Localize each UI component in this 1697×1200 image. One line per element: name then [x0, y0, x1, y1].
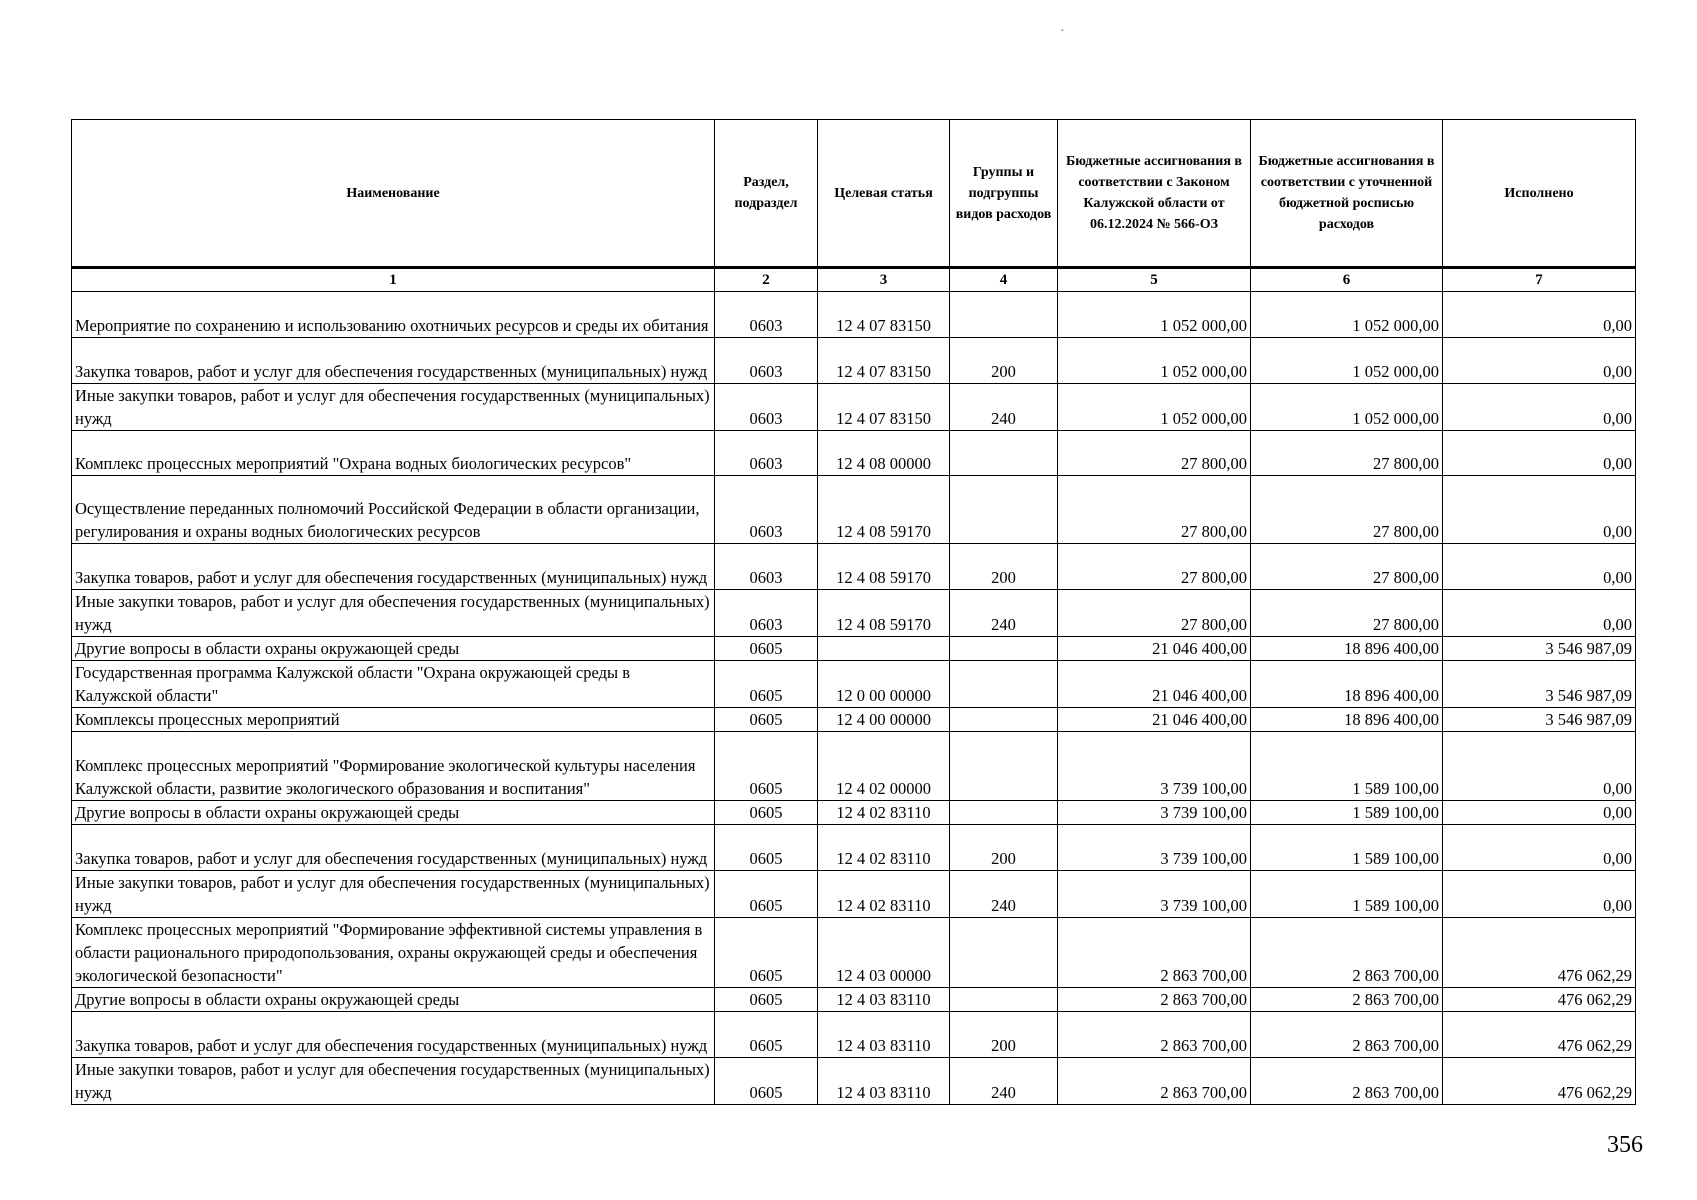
table-row	[72, 1058, 1636, 1105]
row-section-code: 0605	[715, 708, 818, 732]
column-number: 3	[818, 268, 950, 292]
row-executed: 0,00	[1443, 431, 1636, 476]
row-expense-group	[950, 988, 1058, 1012]
row-expense-group	[950, 801, 1058, 825]
column-header-target-article: Целевая статья	[818, 120, 950, 268]
row-revised-allocation: 27 800,00	[1251, 431, 1443, 476]
row-revised-allocation: 1 052 000,00	[1251, 338, 1443, 384]
table-body	[72, 292, 1636, 1105]
row-executed: 476 062,29	[1443, 988, 1636, 1012]
column-number: 5	[1058, 268, 1251, 292]
row-expense-group: 200	[950, 1012, 1058, 1058]
row-target-article: 12 4 02 00000	[818, 732, 950, 801]
row-law-allocation: 3 739 100,00	[1058, 825, 1251, 871]
row-target-article: 12 4 02 83110	[818, 825, 950, 871]
row-section-code: 0603	[715, 590, 818, 637]
page-number: 356	[1607, 1132, 1643, 1158]
row-revised-allocation: 1 589 100,00	[1251, 825, 1443, 871]
row-section-code: 0603	[715, 384, 818, 431]
row-revised-allocation: 1 052 000,00	[1251, 292, 1443, 338]
row-section-code: 0605	[715, 801, 818, 825]
row-revised-allocation: 18 896 400,00	[1251, 708, 1443, 732]
row-target-article: 12 4 08 00000	[818, 431, 950, 476]
row-revised-allocation: 1 589 100,00	[1251, 732, 1443, 801]
row-name: Осуществление переданных полномочий Российской Федерации в области организации, регулирования и охраны водных биологических ресурсов	[72, 476, 715, 544]
row-target-article: 12 4 03 83110	[818, 1012, 950, 1058]
row-law-allocation: 27 800,00	[1058, 544, 1251, 590]
row-law-allocation: 2 863 700,00	[1058, 1012, 1251, 1058]
row-revised-allocation: 2 863 700,00	[1251, 1012, 1443, 1058]
row-expense-group	[950, 918, 1058, 988]
row-executed: 0,00	[1443, 292, 1636, 338]
row-section-code: 0603	[715, 292, 818, 338]
column-number: 6	[1251, 268, 1443, 292]
row-revised-allocation: 27 800,00	[1251, 590, 1443, 637]
row-expense-group: 200	[950, 825, 1058, 871]
row-section-code: 0605	[715, 918, 818, 988]
row-name: Иные закупки товаров, работ и услуг для обеспечения государственных (муниципальных) нужд	[72, 871, 715, 918]
column-number: 7	[1443, 268, 1636, 292]
row-law-allocation: 21 046 400,00	[1058, 637, 1251, 661]
table-row	[72, 918, 1636, 988]
row-name: Комплекс процессных мероприятий "Охрана водных биологических ресурсов"	[72, 431, 715, 476]
row-law-allocation: 1 052 000,00	[1058, 338, 1251, 384]
row-target-article: 12 0 00 00000	[818, 661, 950, 708]
row-executed: 476 062,29	[1443, 1058, 1636, 1105]
row-law-allocation: 27 800,00	[1058, 431, 1251, 476]
row-section-code: 0603	[715, 544, 818, 590]
row-name: Закупка товаров, работ и услуг для обеспечения государственных (муниципальных) нужд	[72, 1012, 715, 1058]
row-section-code: 0605	[715, 637, 818, 661]
row-name: Другие вопросы в области охраны окружающей среды	[72, 637, 715, 661]
row-revised-allocation: 1 052 000,00	[1251, 384, 1443, 431]
row-law-allocation: 27 800,00	[1058, 476, 1251, 544]
table-row	[72, 590, 1636, 637]
row-name: Закупка товаров, работ и услуг для обеспечения государственных (муниципальных) нужд	[72, 544, 715, 590]
row-section-code: 0605	[715, 1012, 818, 1058]
table-row	[72, 637, 1636, 661]
row-expense-group: 200	[950, 544, 1058, 590]
table-row	[72, 708, 1636, 732]
table-row	[72, 338, 1636, 384]
column-number: 1	[72, 268, 715, 292]
row-law-allocation: 1 052 000,00	[1058, 384, 1251, 431]
row-section-code: 0605	[715, 732, 818, 801]
row-law-allocation: 2 863 700,00	[1058, 918, 1251, 988]
row-name: Иные закупки товаров, работ и услуг для обеспечения государственных (муниципальных) нужд	[72, 590, 715, 637]
row-revised-allocation: 18 896 400,00	[1251, 637, 1443, 661]
row-executed: 476 062,29	[1443, 1012, 1636, 1058]
row-name: Закупка товаров, работ и услуг для обеспечения государственных (муниципальных) нужд	[72, 825, 715, 871]
row-law-allocation: 3 739 100,00	[1058, 732, 1251, 801]
row-executed: 0,00	[1443, 732, 1636, 801]
row-name: Иные закупки товаров, работ и услуг для обеспечения государственных (муниципальных) нужд	[72, 384, 715, 431]
row-target-article: 12 4 03 83110	[818, 1058, 950, 1105]
row-section-code: 0603	[715, 476, 818, 544]
table-row	[72, 431, 1636, 476]
row-section-code: 0605	[715, 825, 818, 871]
row-executed: 0,00	[1443, 476, 1636, 544]
row-name: Комплекс процессных мероприятий "Формирование эффективной системы управления в области рационального природопользования, охраны окружающей среды и обеспечения экологической безопасности"	[72, 918, 715, 988]
table-row	[72, 732, 1636, 801]
row-name: Государственная программа Калужской области "Охрана окружающей среды в Калужской области"	[72, 661, 715, 708]
row-name: Мероприятие по сохранению и использованию охотничьих ресурсов и среды их обитания	[72, 292, 715, 338]
row-revised-allocation: 27 800,00	[1251, 544, 1443, 590]
table-row	[72, 801, 1636, 825]
row-target-article: 12 4 03 00000	[818, 918, 950, 988]
table-row	[72, 1012, 1636, 1058]
row-target-article: 12 4 02 83110	[818, 871, 950, 918]
scan-speck: ·	[1060, 24, 1065, 39]
row-revised-allocation: 1 589 100,00	[1251, 871, 1443, 918]
row-expense-group: 240	[950, 871, 1058, 918]
table-header-row	[72, 120, 1636, 268]
row-revised-allocation: 27 800,00	[1251, 476, 1443, 544]
row-expense-group: 200	[950, 338, 1058, 384]
row-section-code: 0605	[715, 661, 818, 708]
row-target-article: 12 4 00 00000	[818, 708, 950, 732]
row-revised-allocation: 1 589 100,00	[1251, 801, 1443, 825]
row-expense-group: 240	[950, 384, 1058, 431]
row-target-article: 12 4 08 59170	[818, 544, 950, 590]
row-law-allocation: 2 863 700,00	[1058, 1058, 1251, 1105]
row-name: Комплекс процессных мероприятий "Формирование экологической культуры населения Калужской области, развитие экологического образования и воспитания"	[72, 732, 715, 801]
row-section-code: 0605	[715, 871, 818, 918]
row-target-article: 12 4 07 83150	[818, 292, 950, 338]
row-expense-group: 240	[950, 1058, 1058, 1105]
row-law-allocation: 21 046 400,00	[1058, 708, 1251, 732]
row-target-article: 12 4 07 83150	[818, 338, 950, 384]
row-executed: 0,00	[1443, 871, 1636, 918]
table-row	[72, 661, 1636, 708]
row-section-code: 0603	[715, 338, 818, 384]
row-target-article: 12 4 03 83110	[818, 988, 950, 1012]
row-law-allocation: 2 863 700,00	[1058, 988, 1251, 1012]
column-header-law-allocation: Бюджетные ассигнования в соответствии с Законом Калужской области от 06.12.2024 № 566-ОЗ	[1058, 120, 1251, 268]
column-header-name: Наименование	[72, 120, 715, 268]
row-name: Закупка товаров, работ и услуг для обеспечения государственных (муниципальных) нужд	[72, 338, 715, 384]
column-number: 2	[715, 268, 818, 292]
row-revised-allocation: 18 896 400,00	[1251, 661, 1443, 708]
row-executed: 0,00	[1443, 590, 1636, 637]
table-row	[72, 871, 1636, 918]
row-revised-allocation: 2 863 700,00	[1251, 1058, 1443, 1105]
row-executed: 0,00	[1443, 338, 1636, 384]
row-name: Другие вопросы в области охраны окружающей среды	[72, 988, 715, 1012]
row-section-code: 0603	[715, 431, 818, 476]
table-row	[72, 825, 1636, 871]
row-law-allocation: 1 052 000,00	[1058, 292, 1251, 338]
row-name: Иные закупки товаров, работ и услуг для обеспечения государственных (муниципальных) нужд	[72, 1058, 715, 1105]
table-row	[72, 544, 1636, 590]
table-row	[72, 476, 1636, 544]
row-expense-group	[950, 637, 1058, 661]
column-number: 4	[950, 268, 1058, 292]
row-executed: 0,00	[1443, 801, 1636, 825]
row-law-allocation: 3 739 100,00	[1058, 871, 1251, 918]
row-name: Другие вопросы в области охраны окружающей среды	[72, 801, 715, 825]
column-header-expense-group: Группы и подгруппы видов расходов	[950, 120, 1058, 268]
column-header-revised-allocation: Бюджетные ассигнования в соответствии с уточненной бюджетной росписью расходов	[1251, 120, 1443, 268]
row-expense-group: 240	[950, 590, 1058, 637]
row-expense-group	[950, 661, 1058, 708]
row-target-article: 12 4 08 59170	[818, 590, 950, 637]
row-executed: 3 546 987,09	[1443, 661, 1636, 708]
row-target-article: 12 4 08 59170	[818, 476, 950, 544]
row-executed: 3 546 987,09	[1443, 637, 1636, 661]
row-expense-group	[950, 708, 1058, 732]
row-target-article: 12 4 02 83110	[818, 801, 950, 825]
table-row	[72, 988, 1636, 1012]
row-executed: 476 062,29	[1443, 918, 1636, 988]
column-header-section: Раздел, подраздел	[715, 120, 818, 268]
row-expense-group	[950, 292, 1058, 338]
row-executed: 0,00	[1443, 544, 1636, 590]
row-executed: 0,00	[1443, 384, 1636, 431]
row-law-allocation: 27 800,00	[1058, 590, 1251, 637]
row-law-allocation: 3 739 100,00	[1058, 801, 1251, 825]
budget-table	[71, 119, 1636, 1105]
table-row	[72, 384, 1636, 431]
column-number-row	[72, 268, 1636, 292]
row-expense-group	[950, 732, 1058, 801]
row-revised-allocation: 2 863 700,00	[1251, 988, 1443, 1012]
row-section-code: 0605	[715, 1058, 818, 1105]
table-row	[72, 292, 1636, 338]
row-target-article: 12 4 07 83150	[818, 384, 950, 431]
row-revised-allocation: 2 863 700,00	[1251, 918, 1443, 988]
row-expense-group	[950, 476, 1058, 544]
row-law-allocation: 21 046 400,00	[1058, 661, 1251, 708]
row-executed: 3 546 987,09	[1443, 708, 1636, 732]
row-section-code: 0605	[715, 988, 818, 1012]
column-header-executed: Исполнено	[1443, 120, 1636, 268]
row-target-article	[818, 637, 950, 661]
row-executed: 0,00	[1443, 825, 1636, 871]
row-name: Комплексы процессных мероприятий	[72, 708, 715, 732]
row-expense-group	[950, 431, 1058, 476]
